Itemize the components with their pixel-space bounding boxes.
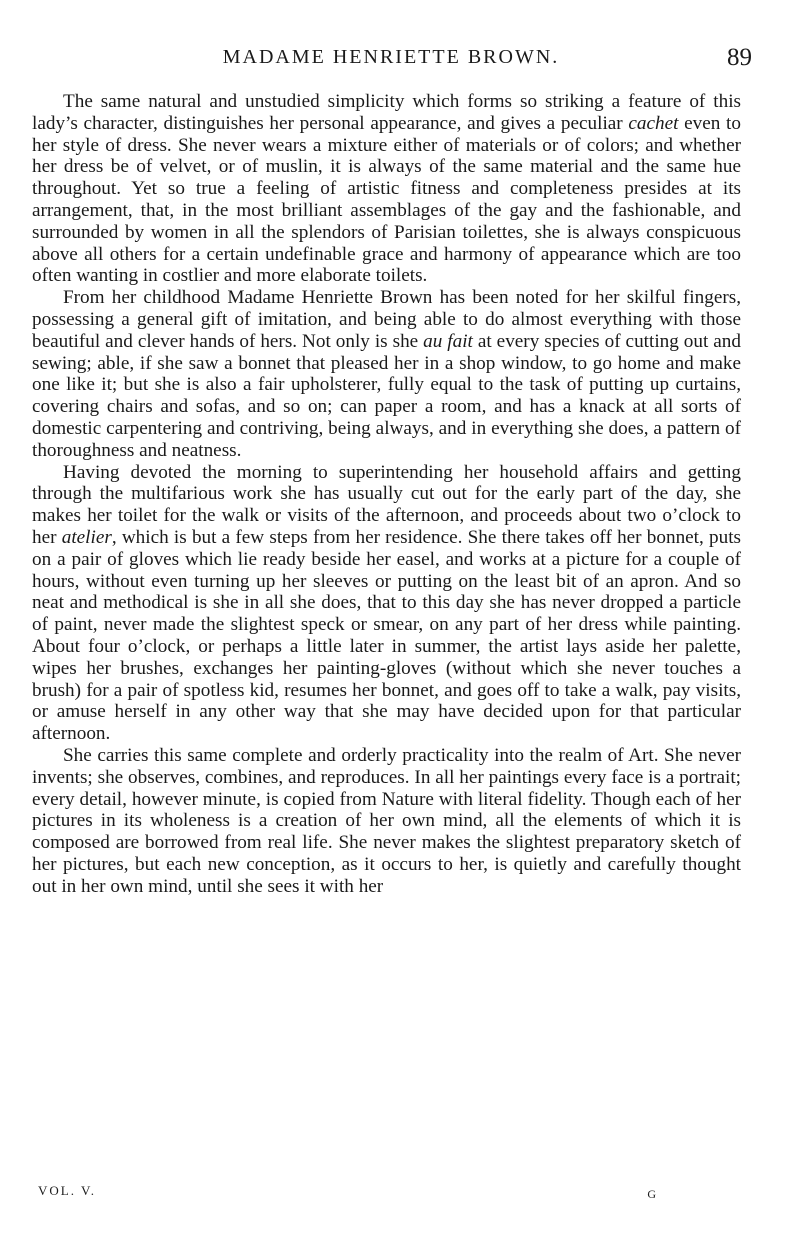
text-run: even to her style of dress. She never wears a mixture either of materials or of colors; and whether her dress be of velvet, or of muslin, it is always of the same material and the same hue throughout. Yet so true a feeling of artistic fitness and completeness presides at its arrangement, that, in the most brilliant assemblages of the gay and the fashionable, and surrounded by women in all the splendors of Parisian toilettes, she is always conspicuous above all others for a certain undefinable grace and harmony of appearance which are too often wanting in costlier and more elaborate toilets. [32, 112, 741, 287]
page-number: 89 [727, 44, 752, 71]
text-run: , which is but a few steps from her residence. She there takes off her bonnet, puts on a pair of gloves which lie ready beside her easel, and works at a picture for a couple of hours, without even turning up her sleeves or putting on the least bit of an apron. And so neat and methodical is she in all she does, that to this day she has never dropped a particle of paint, never made the slightest speck or smear, on any part of her dress while painting. About four o’clock, or perhaps a little later in summer, the artist lays aside her palette, wipes her brushes, exchanges her painting-gloves (without which she never touches a brush) for a pair of spotless kid, resumes her bonnet, and goes off to take a walk, pay visits, or amuse herself in any other way that she may have decided upon for that particular afternoon. [32, 526, 741, 745]
paragraph-2 [32, 287, 741, 461]
paragraph-1 [32, 91, 741, 287]
paragraph-4 [32, 745, 741, 898]
text-run: From her childhood Madame Henriette Brown has been noted for her skilful fingers, possessing a general gift of imitation, and being able to do almost everything with those beautiful and clever hands of hers. Not only is she [32, 287, 741, 352]
text-run: She carries this same complete and orderly practicality into the realm of Art. She never invents; she observes, combines, and reproduces. In all her paintings every face is a portrait; every detail, however minute, is copied from Nature with literal fidelity. Though each of her pictures in its wholeness is a creation of her own mind, all the elements of which it is composed are borrowed from real life. She never makes the slightest preparatory sketch of her pictures, but each new conception, as it occurs to her, is quietly and carefully thought out in her own mind, until she sees it with her [32, 744, 741, 897]
text-run: The same natural and unstudied simplicity which forms so striking a feature of this lady’s character, distinguishes her personal appearance, and gives a peculiar [32, 91, 741, 134]
text-run: Having devoted the morning to superintending her household affairs and getting through the multifarious work she has usually cut out for the early part of the day, she makes her toilet for the walk or visits of the afternoon, and proceeds about two o’clock to her [32, 461, 741, 548]
volume-mark: VOL. V. [38, 1183, 96, 1198]
body-text [32, 91, 741, 897]
italic-phrase: au fait [423, 330, 473, 352]
italic-phrase: cachet [628, 112, 679, 134]
paragraph-3 [32, 462, 741, 745]
running-head [30, 44, 752, 78]
signature-mark: G [647, 1187, 658, 1201]
text-run: at every species of cutting out and sewing; able, if she saw a bonnet that pleased her in a shop window, to go home and make one like it; but she is also a fair upholsterer, fully equal to the task of putting up curtains, covering chairs and sofas, and so on; can paper a room, and has a knack at all sorts of domestic carpentering and contriving, being always, and in everything she does, a pattern of thoroughness and neatness. [32, 330, 741, 461]
italic-phrase: atelier [61, 526, 112, 548]
running-title: MADAME HENRIETTE BROWN. [222, 46, 560, 68]
